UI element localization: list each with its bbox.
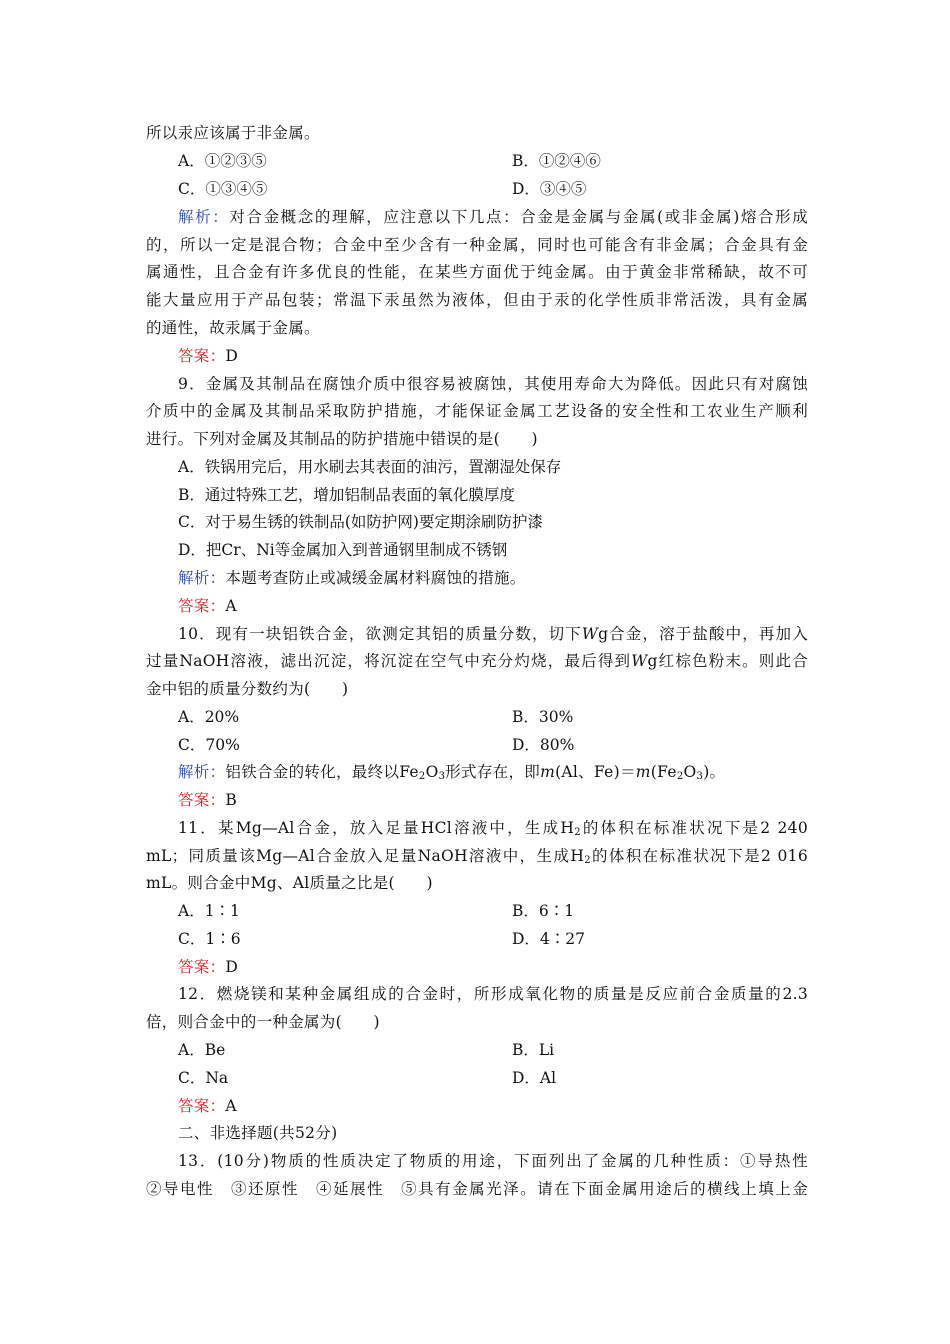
answer-line: 答案：D <box>178 958 239 976</box>
analysis-line: 解析：铝铁合金的转化，最终以$Fe_2O_3$形式存在，即m(Al、$Fe)=m(Fe_2O_3)$。 <box>178 763 726 782</box>
analysis-line: 解析：本题考查防止或减缓金属材料腐蚀的措施。 <box>178 569 526 587</box>
option-b: B．①②④⑥ <box>512 152 601 170</box>
analysis-label: 解析： <box>178 208 230 226</box>
analysis-label: 解析： <box>178 569 226 587</box>
option-c: C．1∶6 <box>178 930 241 948</box>
question-13-line: 13．(10分)物质的性质决定了物质的用途，下面列出了金属的几种性质：①导热性 <box>178 1152 808 1170</box>
question-10-line: 10．现有一块铝铁合金，欲测定其铝的质量分数，切下Wg合金，溶于盐酸中，再加入 <box>178 625 808 643</box>
answer-label: 答案： <box>178 791 226 809</box>
question-11-line: 11．某Mg—Al合金，放入足量HCl溶液中，生成$H_2$的体积在标准状况下是2 240 <box>178 819 808 838</box>
option-d: D．4∶27 <box>512 930 586 948</box>
answer-label: 答案： <box>178 1097 226 1115</box>
text-line: 过量NaOH溶液，滤出沉淀，将沉淀在空气中充分灼烧，最后得到Wg红棕色粉末。则此合 <box>146 652 808 670</box>
text-line: 的，所以一定是混合物；合金中至少含有一种金属，同时也可能含有非金属；合金具有金 <box>146 236 808 254</box>
option-d: D．③④⑤ <box>512 180 587 198</box>
text-line: mL。则合金中Mg、Al质量之比是( ) <box>146 874 433 892</box>
text-line: 属通性，且合金有许多优良的性能，在某些方面优于纯金属。由于黄金非常稀缺，故不可 <box>146 263 808 281</box>
text-line: 介质中的金属及其制品采取防护措施，才能保证金属工艺设备的安全性和工农业生产顺利 <box>146 402 808 420</box>
answer-line: 答案：A <box>178 1097 237 1115</box>
answer-line: 答案：A <box>178 597 237 615</box>
option-d: D．Al <box>512 1069 557 1087</box>
answer-line: 答案：B <box>178 791 238 809</box>
option-b: B．通过特殊工艺，增加铝制品表面的氧化膜厚度 <box>178 486 515 504</box>
option-a: A．Be <box>178 1041 226 1059</box>
option-a: A．1∶1 <box>178 902 240 920</box>
answer-label: 答案： <box>178 958 226 976</box>
answer-line: 答案：D <box>178 347 239 365</box>
option-b: B．30% <box>512 708 574 726</box>
text-line: 进行。下列对金属及其制品的防护措施中错误的是( ) <box>146 430 538 448</box>
option-c: C．70% <box>178 736 240 754</box>
question-9-line: 9．金属及其制品在腐蚀介质中很容易被腐蚀，其使用寿命大为降低。因此只有对腐蚀 <box>178 375 808 393</box>
option-c: C．Na <box>178 1069 229 1087</box>
text-line: 倍，则合金中的一种金属为( ) <box>146 1013 380 1031</box>
question-12-line: 12．燃烧镁和某种金属组成的合金时，所形成氧化物的质量是反应前合金质量的2.3 <box>178 985 808 1003</box>
answer-label: 答案： <box>178 347 226 365</box>
analysis-line: 解析：对合金概念的理解，应注意以下几点：合金是金属与金属(或非金属)熔合形成 <box>178 208 808 226</box>
option-a: A．①②③⑤ <box>178 152 267 170</box>
option-b: B．6∶1 <box>512 902 575 920</box>
option-c: C．①③④⑤ <box>178 180 268 198</box>
text-line: ②导电性 ③还原性 ④延展性 ⑤具有金属光泽。请在下面金属用途后的横线上填上金 <box>146 1180 808 1198</box>
analysis-label: 解析： <box>178 763 226 781</box>
option-a: A．铁锅用完后，用水刷去其表面的油污，置潮湿处保存 <box>178 458 562 476</box>
option-a: A．20% <box>178 708 240 726</box>
option-b: B．Li <box>512 1041 555 1059</box>
option-d: D．把Cr、Ni等金属加入到普通钢里制成不锈钢 <box>178 541 508 559</box>
text-line: mL；同质量该Mg—Al合金放入足量NaOH溶液中，生成$H_2$的体积在标准状况下是2 016 <box>146 847 808 866</box>
section-heading: 二、非选择题(共52分) <box>178 1124 338 1142</box>
answer-label: 答案： <box>178 597 226 615</box>
option-d: D．80% <box>512 736 575 754</box>
text-line: 金中铝的质量分数约为( ) <box>146 680 349 698</box>
text-line: 能大量应用于产品包装；常温下汞虽然为液体，但由于汞的化学性质非常活泼，具有金属 <box>146 291 808 309</box>
text-line: 所以汞应该属于非金属。 <box>146 124 320 142</box>
option-c: C．对于易生锈的铁制品(如防护网)要定期涂刷防护漆 <box>178 513 543 531</box>
text-line: 的通性，故汞属于金属。 <box>146 319 320 337</box>
